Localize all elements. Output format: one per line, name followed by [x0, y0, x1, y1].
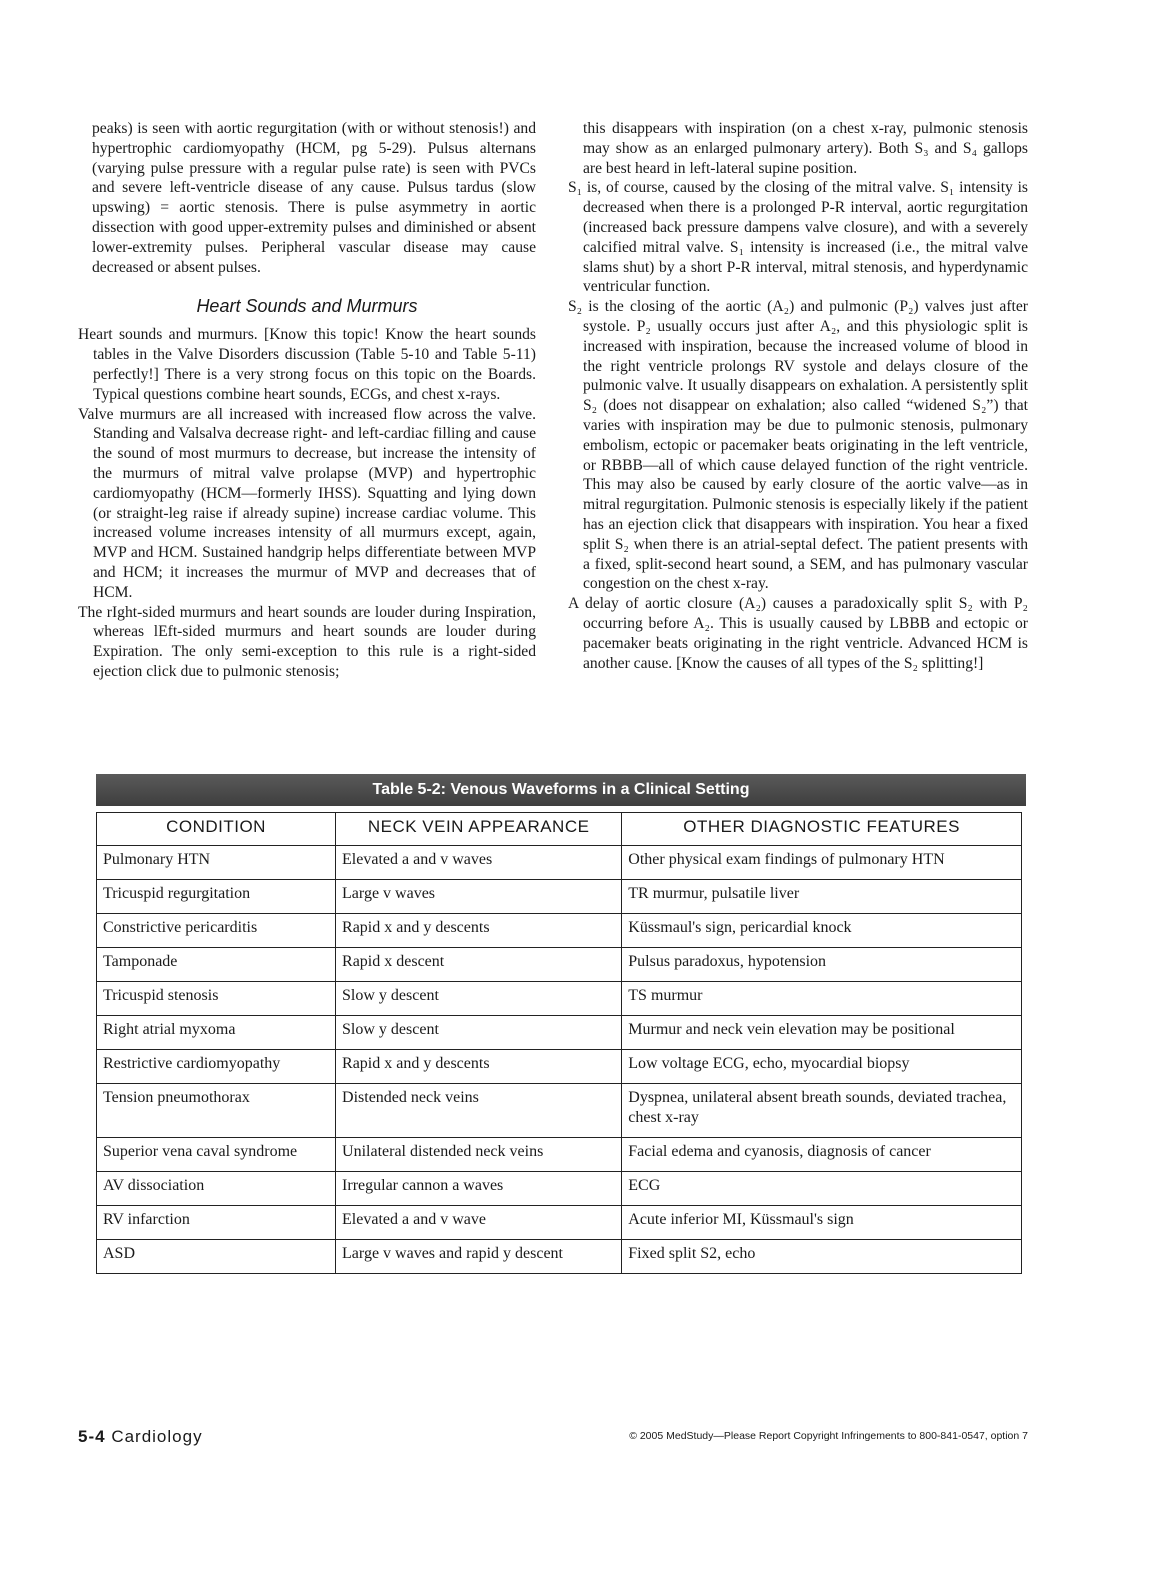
ejection-click-paragraph: this disappears with inspiration (on a chest x-ray, pulmonic stenosis may show as an enlarged pulmonary artery). Both S₃ and S₄ gallops are best heard in left-lateral supine position.	[583, 120, 1028, 177]
neck-vein-cell: Distended neck veins	[336, 1084, 622, 1138]
paradoxical-split-paragraph: A delay of aortic closure (A₂) causes a paradoxically split S₂ with P₂ occurring before A₂. This is usually caused by LBBB and ectopic or pacemaker beats originating in the right ventricle. Advanced HCM is another cause. [Know the causes of all types of the S₂ splitting!]	[568, 595, 1028, 672]
neck-vein-cell: Unilateral distended neck veins	[336, 1138, 622, 1172]
neck-vein-cell: Slow y descent	[336, 982, 622, 1016]
neck-vein-cell: Rapid x descent	[336, 948, 622, 982]
venous-waveforms-table-block	[96, 774, 1026, 1274]
table-row	[97, 1138, 1022, 1172]
table-row	[97, 1016, 1022, 1050]
features-cell: Pulsus paradoxus, hypotension	[622, 948, 1022, 982]
features-cell: Dyspnea, unilateral absent breath sounds, deviated trachea, chest x-ray	[622, 1084, 1022, 1138]
table-title: Table 5-2: Venous Waveforms in a Clinical Setting	[96, 774, 1026, 806]
neck-vein-cell: Elevated a and v wave	[336, 1206, 622, 1240]
features-cell: Küssmaul's sign, pericardial knock	[622, 914, 1022, 948]
condition-cell: ASD	[97, 1240, 336, 1274]
header-other-features: OTHER DIAGNOSTIC FEATURES	[622, 813, 1022, 846]
neck-vein-cell: Slow y descent	[336, 1016, 622, 1050]
header-neck-vein: NECK VEIN APPEARANCE	[336, 813, 622, 846]
s1-paragraph: S₁ is, of course, caused by the closing of the mitral valve. S₁ intensity is decreased when there is a prolonged P-R interval, aortic regurgitation (increased back pressure dampens valve closure), and with a severely calcified mitral valve. S₁ intensity is increased (i.e., the mitral valve slams shut) by a short P-R interval, mitral stenosis, and hyperdynamic ventricular function.	[568, 179, 1028, 296]
neck-vein-cell: Elevated a and v waves	[336, 846, 622, 880]
table-row	[97, 1206, 1022, 1240]
condition-cell: Right atrial myxoma	[97, 1016, 336, 1050]
table-row	[97, 846, 1022, 880]
left-column	[78, 119, 536, 682]
section-name: Cardiology	[111, 1427, 203, 1446]
section-heading: Heart Sounds and Murmurs	[196, 296, 418, 317]
condition-cell: RV infarction	[97, 1206, 336, 1240]
condition-cell: Tension pneumothorax	[97, 1084, 336, 1138]
condition-cell: Pulmonary HTN	[97, 846, 336, 880]
condition-cell: Constrictive pericarditis	[97, 914, 336, 948]
s2-paragraph: S₂ is the closing of the aortic (A₂) and pulmonic (P₂) valves just after systole. P₂ usually occurs just after A₂, and this physiologic split is increased with inspiration, because the increased volume of blood in the right ventricle prolongs RV systole and delays closure of the pulmonic valve. It usually disappears on exhalation. A persistently split S₂ (does not disappear on exhalation; also called “widened S₂”) that varies with inspiration may be due to pulmonic stenosis, pulmonary embolism, ectopic or pacemaker beats originating in the left ventricle, or RBBB—all of which cause delayed function of the right ventricle. This may also be caused by early closure of the aortic valve—as in mitral regurgitation. Pulmonic stenosis is especially likely if the patient has an ejection click that disappears with inspiration. You hear a fixed split S₂ when there is an atrial-septal defect. The patient presents with a fixed, split-second heart sound, a SEM, and has pulmonary vascular congestion on the chest x-ray.	[568, 298, 1028, 593]
table-row	[97, 914, 1022, 948]
table-row	[97, 880, 1022, 914]
neck-vein-cell: Irregular cannon a waves	[336, 1172, 622, 1206]
features-cell: Other physical exam findings of pulmonary HTN	[622, 846, 1022, 880]
condition-cell: Superior vena caval syndrome	[97, 1138, 336, 1172]
table-row	[97, 1050, 1022, 1084]
features-cell: Fixed split S2, echo	[622, 1240, 1022, 1274]
table-row	[97, 1240, 1022, 1274]
pulses-paragraph: peaks) is seen with aortic regurgitation (with or without stenosis!) and hypertrophic cardiomyopathy (HCM, pg 5-29). Pulsus alternans (varying pulse pressure with a regular pulse rate) is seen with PVCs and severe left-ventricle disease of any cause. Pulsus tardus (slow upswing) = aortic stenosis. There is pulse asymmetry in aortic dissection with good upper-extremity pulses and diminished or absent lower-extremity pulses. Peripheral vascular disease may cause decreased or absent pulses.	[92, 120, 536, 276]
copyright-notice: © 2005 MedStudy—Please Report Copyright Infringements to 800-841-0547, option 7	[629, 1430, 1028, 1442]
venous-waveforms-table	[96, 812, 1022, 1274]
table-row	[97, 1172, 1022, 1206]
neck-vein-cell: Large v waves	[336, 880, 622, 914]
right-left-murmurs-paragraph: The rIght-sided murmurs and heart sounds are louder during Inspiration, whereas lEft-sided murmurs and heart sounds are louder during Expiration. The only semi-exception to this rule is a right-sided ejection click due to pulmonic stenosis;	[78, 603, 536, 680]
neck-vein-cell: Large v waves and rapid y descent	[336, 1240, 622, 1274]
table-row	[97, 948, 1022, 982]
heart-sounds-paragraph: Heart sounds and murmurs. [Know this topic! Know the heart sounds tables in the Valve Disorders discussion (Table 5-10 and Table 5-11) perfectly!] There is a very strong focus on this topic on the Boards. Typical questions combine heart sounds, ECGs, and chest x-rays.	[78, 326, 536, 403]
right-column	[568, 119, 1028, 673]
neck-vein-cell: Rapid x and y descents	[336, 914, 622, 948]
features-cell: TS murmur	[622, 982, 1022, 1016]
valve-murmurs-paragraph: Valve murmurs are all increased with increased flow across the valve. Standing and Valsalva decrease right- and left-cardiac filling and cause the sound of most murmurs to decrease, but increase the intensity of the murmurs of mitral valve prolapse (MVP) and hypertrophic cardiomyopathy (HCM—formerly IHSS). Squatting and lying down (or straight-leg raise if already supine) increase cardiac volume. This increased volume increases intensity of all murmurs except, again, MVP and HCM. Sustained handgrip helps differentiate between MVP and HCM; it increases the murmur of MVP and decreases that of HCM.	[78, 405, 536, 601]
header-condition: CONDITION	[97, 813, 336, 846]
features-cell: TR murmur, pulsatile liver	[622, 880, 1022, 914]
condition-cell: Restrictive cardiomyopathy	[97, 1050, 336, 1084]
table-header-row	[97, 813, 1022, 846]
condition-cell: AV dissociation	[97, 1172, 336, 1206]
features-cell: ECG	[622, 1172, 1022, 1206]
page-footer-left	[78, 1427, 203, 1447]
neck-vein-cell: Rapid x and y descents	[336, 1050, 622, 1084]
features-cell: Low voltage ECG, echo, myocardial biopsy	[622, 1050, 1022, 1084]
features-cell: Facial edema and cyanosis, diagnosis of cancer	[622, 1138, 1022, 1172]
table-row	[97, 982, 1022, 1016]
features-cell: Acute inferior MI, Küssmaul's sign	[622, 1206, 1022, 1240]
condition-cell: Tamponade	[97, 948, 336, 982]
condition-cell: Tricuspid regurgitation	[97, 880, 336, 914]
condition-cell: Tricuspid stenosis	[97, 982, 336, 1016]
features-cell: Murmur and neck vein elevation may be positional	[622, 1016, 1022, 1050]
page-number: 5-4	[78, 1427, 106, 1446]
table-row	[97, 1084, 1022, 1138]
